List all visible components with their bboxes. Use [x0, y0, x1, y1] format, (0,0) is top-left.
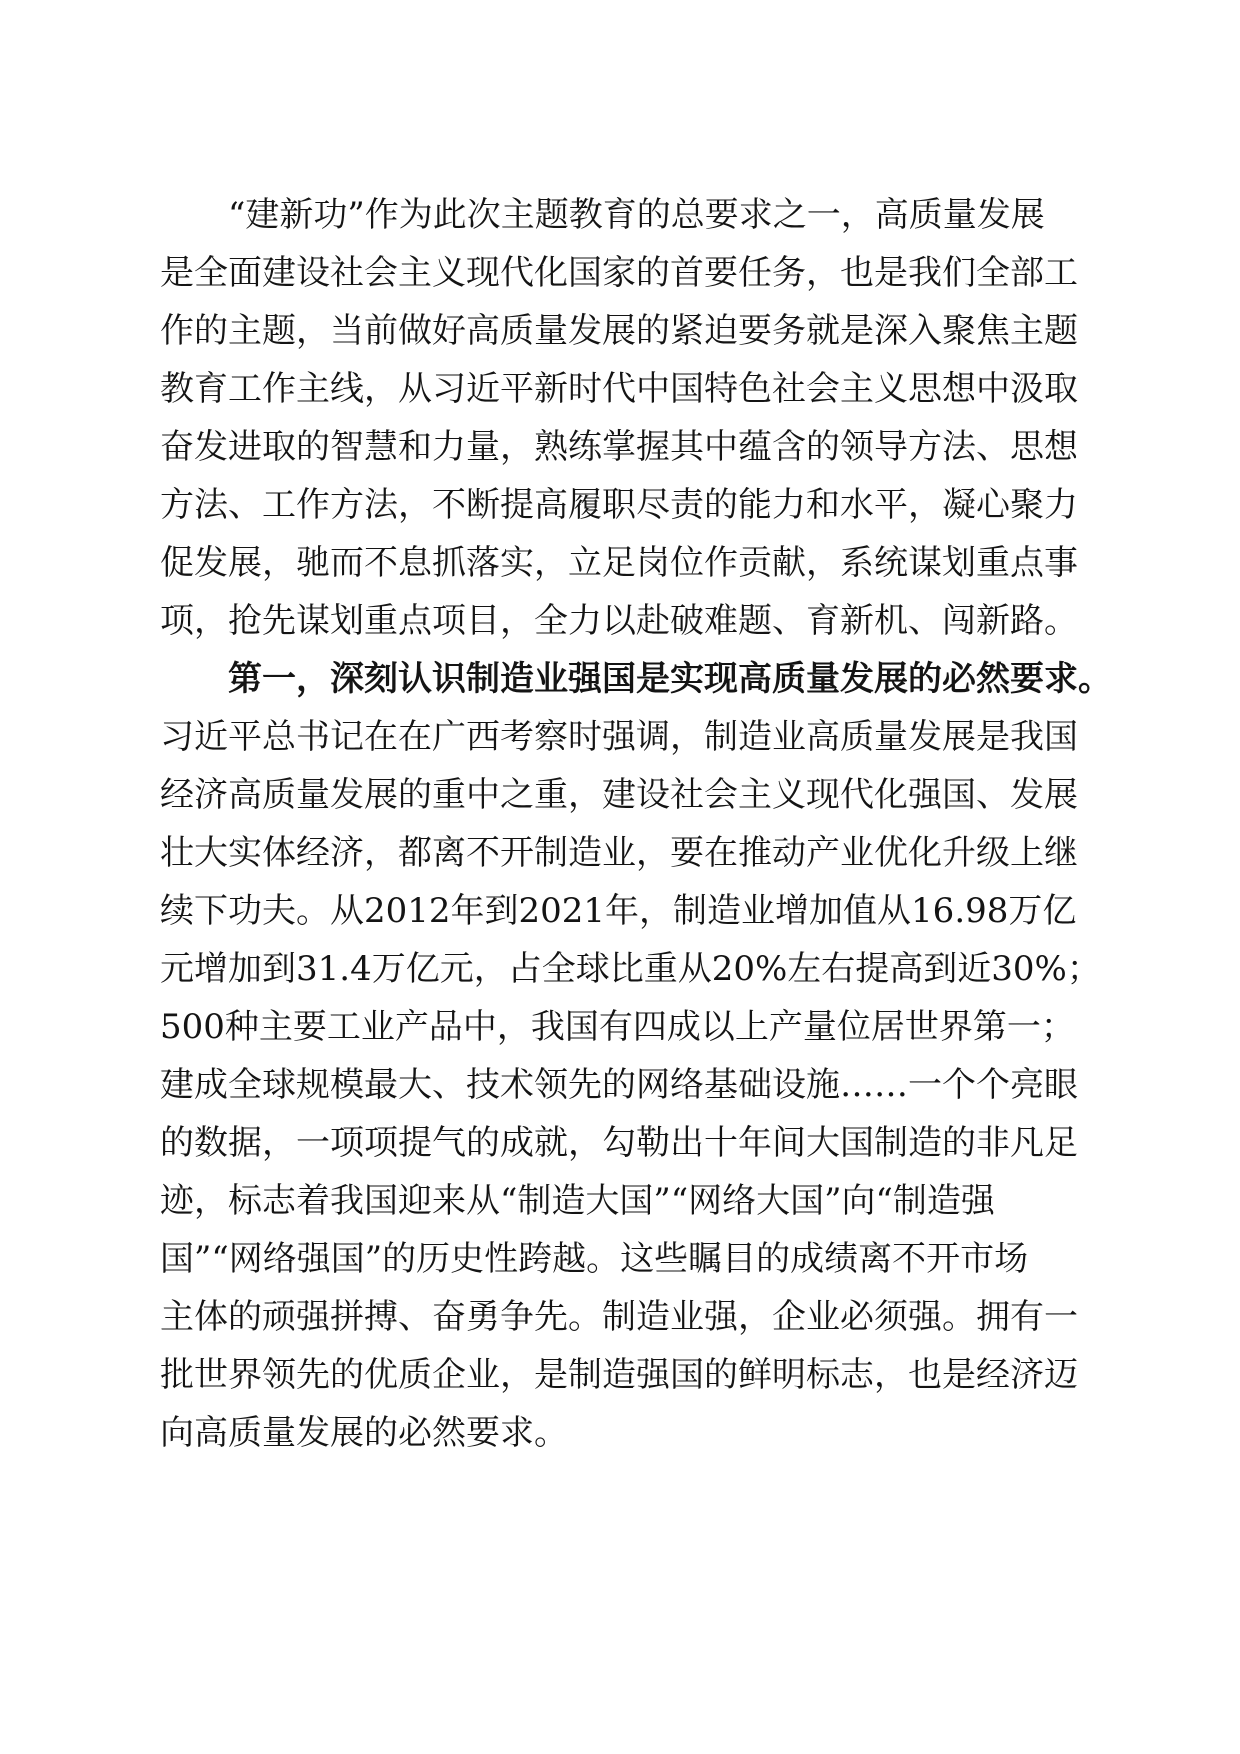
- text-line: 壮大实体经济，都离不开制造业，要在推动产业优化升级上继: [160, 833, 1078, 873]
- document-body: [160, 186, 1112, 1462]
- text-line: 项，抢先谋划重点项目，全力以赴破难题、育新机、闯新路。: [160, 601, 1078, 641]
- text-line: 批世界领先的优质企业，是制造强国的鲜明标志，也是经济迈: [160, 1355, 1078, 1395]
- text-line: 向高质量发展的必然要求。: [160, 1413, 568, 1453]
- text-line: 奋发进取的智慧和力量，熟练掌握其中蕴含的领导方法、思想: [160, 427, 1078, 467]
- text-line: “建新功”作为此次主题教育的总要求之一，高质量发展: [228, 195, 1045, 235]
- text-line: 迹，标志着我国迎来从“制造大国”“网络大国”向“制造强: [160, 1181, 995, 1221]
- paragraph-intro: [160, 186, 1080, 650]
- text-line: 元增加到31.4万亿元，占全球比重从20%左右提高到近30%；: [160, 949, 1101, 989]
- text-line: 促发展，驰而不息抓落实，立足岗位作贡献，系统谋划重点事: [160, 543, 1078, 583]
- section-heading: 第一，深刻认识制造业强国是实现高质量发展的必然要求。: [228, 659, 1112, 699]
- text-line: 500种主要工业产品中，我国有四成以上产量位居世界第一；: [160, 1007, 1075, 1047]
- paragraph-first-point: [160, 650, 1112, 1462]
- text-line: 作的主题，当前做好高质量发展的紧迫要务就是深入聚焦主题: [160, 311, 1078, 351]
- text-line: 教育工作主线，从习近平新时代中国特色社会主义思想中汲取: [160, 369, 1078, 409]
- text-line: 是全面建设社会主义现代化国家的首要任务，也是我们全部工: [160, 253, 1078, 293]
- text-line: 习近平总书记在在广西考察时强调，制造业高质量发展是我国: [160, 717, 1078, 757]
- text-line: 建成全球规模最大、技术领先的网络基础设施……一个个亮眼: [160, 1065, 1078, 1105]
- text-line: 方法、工作方法，不断提高履职尽责的能力和水平，凝心聚力: [160, 485, 1078, 525]
- text-line: 续下功夫。从2012年到2021年，制造业增加值从16.98万亿: [160, 891, 1077, 931]
- text-line: 的数据，一项项提气的成就，勾勒出十年间大国制造的非凡足: [160, 1123, 1078, 1163]
- text-line: 国”“网络强国”的历史性跨越。这些瞩目的成绩离不开市场: [160, 1239, 1029, 1279]
- text-line: 经济高质量发展的重中之重，建设社会主义现代化强国、发展: [160, 775, 1078, 815]
- text-line: 主体的顽强拼搏、奋勇争先。制造业强，企业必须强。拥有一: [160, 1297, 1078, 1337]
